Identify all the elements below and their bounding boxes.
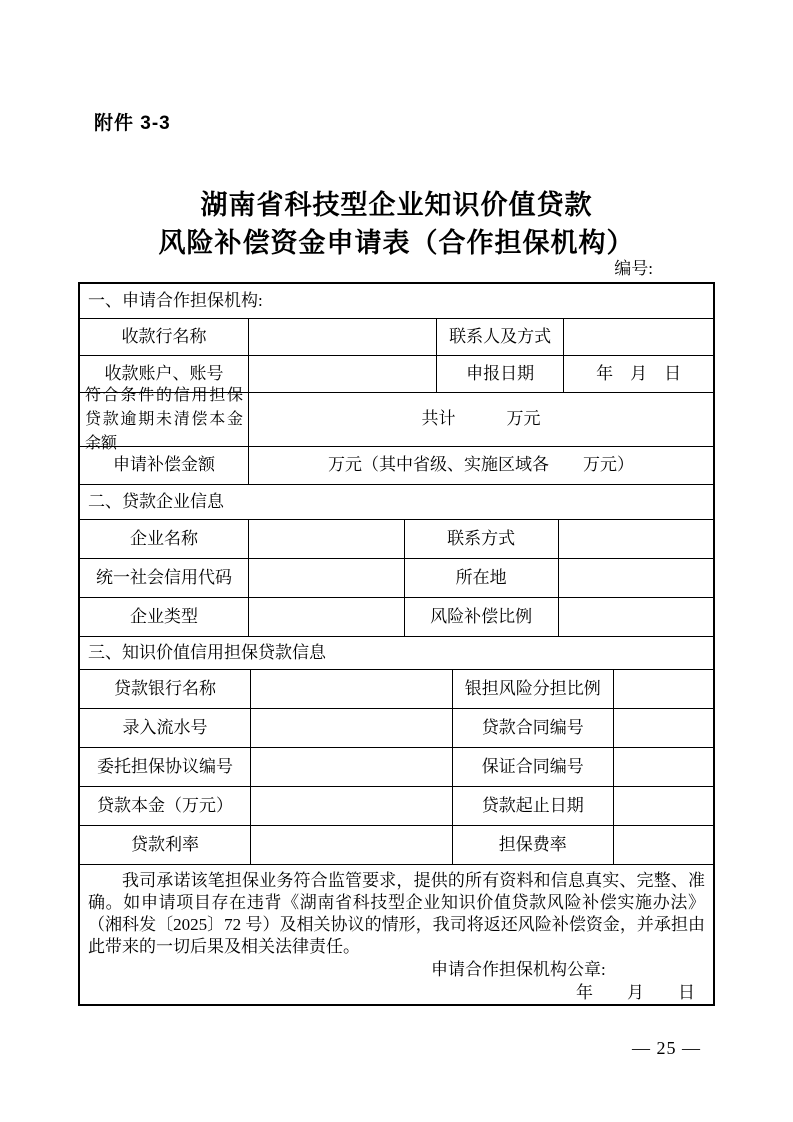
attachment-label: 附件 3-3 [94, 113, 171, 134]
section1-title: 一、申请合作担保机构: [88, 290, 263, 310]
entry-serial-number-label: 录入流水号 [80, 709, 251, 747]
loan-period-label: 贷款起止日期 [453, 787, 614, 825]
guarantee-fee-rate-value-cell [614, 826, 713, 864]
table-row [80, 787, 713, 826]
title-line-2: 风险补偿资金申请表（合作担保机构） [158, 228, 635, 258]
compensation-amount-value-cell: 万元（其中省级、实施区域各 万元） [328, 455, 634, 475]
page-title [0, 186, 793, 262]
entry-serial-number-value-cell [251, 709, 453, 747]
payee-bank-label: 收款行名称 [80, 319, 249, 355]
location-value-cell [559, 559, 713, 597]
guarantee-contract-number-label: 保证合同编号 [453, 748, 614, 786]
credit-code-value-cell [249, 559, 405, 597]
entrusted-guarantee-agreement-label: 委托担保协议编号 [80, 748, 251, 786]
location-label: 所在地 [405, 559, 559, 597]
table-row [80, 559, 713, 598]
enterprise-type-label: 企业类型 [80, 598, 249, 636]
section3-title: 三、知识价值信用担保贷款信息 [88, 642, 326, 662]
section1-header-row [80, 284, 713, 319]
contact-person-value-cell [564, 319, 713, 355]
loan-principal-label: 贷款本金（万元） [80, 787, 251, 825]
table-row [80, 319, 713, 356]
payee-account-label: 收款账户、账号 [80, 356, 249, 392]
contact-method-label: 联系方式 [405, 520, 559, 558]
loan-interest-rate-value-cell [251, 826, 453, 864]
bank-guarantee-risk-share-value-cell [614, 670, 713, 708]
section2-title: 二、贷款企业信息 [88, 491, 224, 511]
application-form-table [78, 282, 715, 1006]
compensation-amount-label: 申请补偿金额 [80, 447, 249, 484]
table-row [80, 748, 713, 787]
loan-contract-number-label: 贷款合同编号 [453, 709, 614, 747]
guarantee-fee-rate-label: 担保费率 [453, 826, 614, 864]
enterprise-name-value-cell [249, 520, 405, 558]
declaration-text: 我司承诺该笔担保业务符合监管要求，提供的所有资料和信息真实、完整、准确。如申请项目存在违背《湖南省科技型企业知识价值贷款风险补偿实施办法》（湘科发〔2025〕72 号）及相关协议的情形，我司将返还风险补偿资金，并承担由此带来的一切后果及相关法律责任。 [88, 871, 705, 956]
entrusted-guarantee-agreement-value-cell [251, 748, 453, 786]
overdue-balance-value-cell: 共计 万元 [421, 409, 541, 429]
loan-period-value-cell [614, 787, 713, 825]
contact-person-label: 联系人及方式 [437, 319, 564, 355]
table-row [80, 670, 713, 709]
loan-bank-name-label: 贷款银行名称 [80, 670, 251, 708]
signature-date-line: 年 月 日 [576, 983, 695, 1002]
page-number: — 25 — [632, 1038, 701, 1058]
table-row [80, 386, 713, 452]
table-row [80, 447, 713, 485]
loan-bank-name-value-cell [251, 670, 453, 708]
credit-code-label: 统一社会信用代码 [80, 559, 249, 597]
overdue-balance-label: 符合条件的信用担保贷款逾期未清偿本金余额 [80, 393, 249, 446]
declare-date-value-cell: 年 月 日 [596, 363, 682, 383]
guarantee-contract-number-value-cell [614, 748, 713, 786]
seal-label: 申请合作担保机构公章: [431, 960, 606, 979]
declare-date-label: 申报日期 [437, 356, 564, 392]
enterprise-type-value-cell [249, 598, 405, 636]
title-line-1: 湖南省科技型企业知识价值贷款 [200, 190, 593, 220]
table-row [80, 520, 713, 559]
payee-bank-value-cell [249, 319, 437, 355]
doc-number-label: 编号: [614, 259, 653, 278]
table-row [80, 598, 713, 637]
payee-account-value-cell [249, 356, 437, 392]
risk-compensation-ratio-label: 风险补偿比例 [405, 598, 559, 636]
loan-principal-value-cell [251, 787, 453, 825]
declaration-row [80, 865, 713, 1004]
enterprise-name-label: 企业名称 [80, 520, 249, 558]
section2-header-row [80, 485, 713, 520]
declaration-cell [80, 865, 713, 1004]
risk-compensation-ratio-value-cell [559, 598, 713, 636]
table-row [80, 826, 713, 865]
table-row [80, 709, 713, 748]
section3-header-row [80, 637, 713, 670]
bank-guarantee-risk-share-label: 银担风险分担比例 [453, 670, 614, 708]
loan-contract-number-value-cell [614, 709, 713, 747]
contact-method-value-cell [559, 520, 713, 558]
loan-interest-rate-label: 贷款利率 [80, 826, 251, 864]
